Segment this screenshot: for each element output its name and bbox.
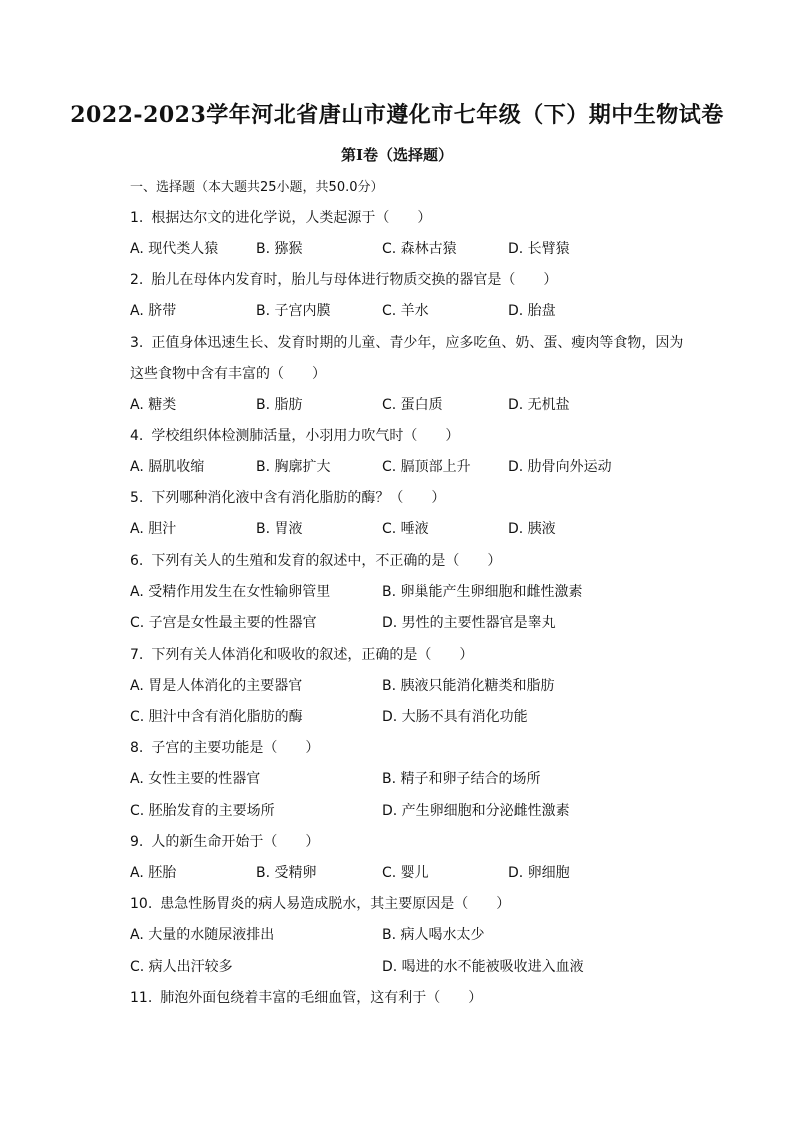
option-c: C. 羊水 [382, 303, 429, 319]
question-number: 7. [130, 647, 144, 663]
question-8 [130, 737, 319, 757]
option-c: C. 蛋白质 [382, 397, 443, 413]
question-2 [130, 269, 557, 289]
exam-title: 2022-2023学年河北省唐山市遵化市七年级（下）期中生物试卷 [70, 102, 724, 128]
question-3-continued [130, 363, 326, 383]
option-b: B. 猕猴 [256, 241, 303, 257]
question-text: 胎儿在母体内发育时，胎儿与母体进行物质交换的器官是（ ） [151, 272, 558, 288]
question-number: 1. [130, 210, 144, 226]
option-c: C. 病人出汗较多 [130, 959, 233, 975]
question-text: 下列有关人的生殖和发育的叙述中，不正确的是（ ） [151, 553, 502, 569]
option-c: C. 婴儿 [382, 865, 429, 881]
option-a: A. 胃是人体消化的主要器官 [130, 678, 303, 694]
option-a: A. 脐带 [130, 303, 177, 319]
option-d: D. 长臂猿 [508, 241, 570, 257]
option-b: B. 受精卵 [256, 865, 317, 881]
question-text: 下列哪种消化液中含有消化脂肪的酶？（ ） [151, 490, 446, 506]
option-a: A. 女性主要的性器官 [130, 771, 261, 787]
option-d: D. 肋骨向外运动 [508, 459, 612, 475]
question-3 [130, 332, 683, 352]
option-b: B. 胰液只能消化糖类和脂肪 [382, 678, 555, 694]
option-b: B. 胸廓扩大 [256, 459, 331, 475]
option-c: C. 子宫是女性最主要的性器官 [130, 615, 317, 631]
question-text: 学校组织体检测肺活量，小羽用力吹气时（ ） [151, 428, 460, 444]
question-4 [130, 425, 459, 445]
option-b: B. 胃液 [256, 521, 303, 537]
question-10 [130, 893, 510, 913]
question-number: 3. [130, 335, 144, 351]
option-c: C. 唾液 [382, 521, 429, 537]
option-a: A. 现代类人猿 [130, 241, 219, 257]
option-b: B. 子宫内膜 [256, 303, 331, 319]
question-number: 11. [130, 990, 153, 1006]
option-c: C. 森林古猿 [382, 241, 457, 257]
question-text: 下列有关人体消化和吸收的叙述，正确的是（ ） [151, 647, 474, 663]
option-a: A. 膈肌收缩 [130, 459, 205, 475]
question-text: 肺泡外面包绕着丰富的毛细血管，这有利于（ ） [160, 990, 483, 1006]
question-9 [130, 831, 319, 851]
option-c: C. 胆汁中含有消化脂肪的酶 [130, 709, 303, 725]
question-text-continued: 这些食物中含有丰富的（ ） [130, 366, 326, 382]
question-number: 4. [130, 428, 144, 444]
option-b: B. 脂肪 [256, 397, 303, 413]
option-a: A. 胆汁 [130, 521, 177, 537]
option-c: C. 膈顶部上升 [382, 459, 471, 475]
question-number: 6. [130, 553, 144, 569]
question-text: 人的新生命开始于（ ） [151, 834, 320, 850]
question-number: 2. [130, 272, 144, 288]
option-a: A. 糖类 [130, 397, 177, 413]
question-number: 9. [130, 834, 144, 850]
option-d: D. 产生卵细胞和分泌雌性激素 [382, 803, 570, 819]
option-d: D. 无机盐 [508, 397, 570, 413]
question-6 [130, 550, 501, 570]
question-text: 根据达尔文的进化学说，人类起源于（ ） [151, 210, 432, 226]
question-text: 患急性肠胃炎的病人易造成脱水，其主要原因是（ ） [160, 896, 511, 912]
option-d: D. 胰液 [508, 521, 556, 537]
question-text: 正值身体迅速生长、发育时期的儿童、青少年，应多吃鱼、奶、蛋、瘦肉等食物，因为 [151, 335, 684, 351]
option-b: B. 病人喝水太少 [382, 927, 485, 943]
option-d: D. 大肠不具有消化功能 [382, 709, 528, 725]
question-number: 5. [130, 490, 144, 506]
option-a: A. 胚胎 [130, 865, 177, 881]
option-b: B. 精子和卵子结合的场所 [382, 771, 541, 787]
question-5 [130, 487, 445, 507]
option-d: D. 喝进的水不能被吸收进入血液 [382, 959, 584, 975]
section-title: 一、选择题（本大题共25小题，共50.0分） [130, 180, 384, 195]
question-number: 10. [130, 896, 153, 912]
option-a: A. 受精作用发生在女性输卵管里 [130, 584, 331, 600]
option-d: D. 卵细胞 [508, 865, 570, 881]
option-d: D. 男性的主要性器官是睾丸 [382, 615, 556, 631]
question-11 [130, 987, 482, 1007]
question-number: 8. [130, 740, 144, 756]
part-title: 第Ⅰ卷（选择题） [340, 146, 454, 164]
option-c: C. 胚胎发育的主要场所 [130, 803, 275, 819]
question-7 [130, 644, 473, 664]
question-1 [130, 207, 431, 227]
option-d: D. 胎盘 [508, 303, 556, 319]
question-text: 子宫的主要功能是（ ） [151, 740, 320, 756]
option-b: B. 卵巢能产生卵细胞和雌性激素 [382, 584, 583, 600]
option-a: A. 大量的水随尿液排出 [130, 927, 275, 943]
